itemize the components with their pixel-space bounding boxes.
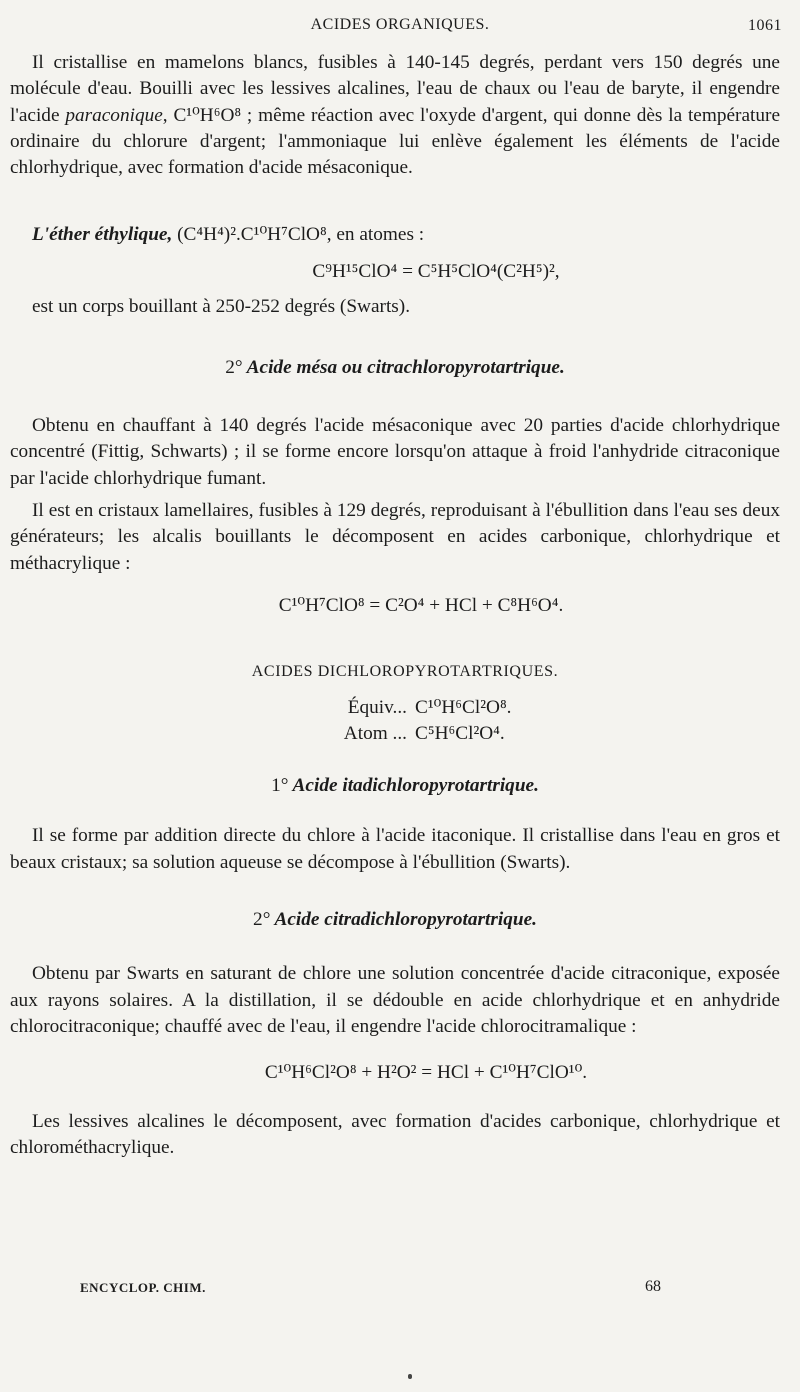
section-title-citradichloro: 2° Acide citradichloropyrotartrique.	[253, 909, 537, 931]
running-title: ACIDES ORGANIQUES.	[310, 16, 490, 33]
page-footer	[80, 1280, 680, 1296]
document-body	[10, 50, 780, 1161]
ether-term: L'éther éthylique,	[32, 224, 173, 245]
equivalent-formulas	[10, 695, 800, 748]
paragraph-1: Il cristallise en mamelons blancs, fusibles à 140-145 degrés, perdant vers 150 degrés une molécule d'eau. Bouilli avec les lessives alcalines, l'eau de chaux ou l'eau de baryte, il engendre l'acide paraconique, C¹⁰H⁶O⁸ ; même réaction avec l'oxyde d'argent, qui donne dès la température ordinaire du chlorure d'argent; l'ammoniaque lui enlève également les éléments de l'acide chlorhydrique, avec formation d'acide mésaconique.	[10, 52, 781, 179]
atom-row: Atom ... C⁵H⁶Cl²O⁴.	[343, 722, 505, 744]
section-title-itadichloro: 1° Acide itadichloropyrotartrique.	[271, 775, 539, 797]
paraconique-term: paraconique	[65, 104, 163, 126]
paragraph-6: Il se forme par addition directe du chlore à l'acide itaconique. Il cristallise dans l'eau en gros et beaux cristaux; sa solution aqueuse se décompose à l'ébullition (Swarts).	[10, 825, 780, 873]
paragraph-3: est un corps bouillant à 250-252 degrés (Swarts).	[32, 295, 411, 317]
formula-ether: C⁹H¹⁵ClO⁴ = C⁵H⁵ClO⁴(C²H⁵)²,	[312, 261, 560, 283]
heading-dichloropyrotartriques: ACIDES DICHLOROPYROTARTRIQUES.	[251, 663, 559, 681]
formula-chlorocitramalique: C¹⁰H⁶Cl²O⁸ + H²O² = HCl + C¹⁰H⁷ClO¹⁰.	[264, 1062, 588, 1084]
paragraph-2: L'éther éthylique, (C⁴H⁴)².C¹⁰H⁷ClO⁸, en atomes :	[32, 224, 425, 245]
paragraph-7: Obtenu par Swarts en saturant de chlore une solution concentrée d'acide citraconique, exposée aux rayons solaires. A la distillation, il se dédouble en acide chlorhydrique et en anhydride chlorocitraconique; chauffé avec de l'eau, il engendre l'acide chlorocitramalique :	[10, 963, 780, 1037]
paragraph-8: Les lessives alcalines le décomposent, avec formation d'acides carbonique, chlorhydrique et chlorométhacrylique.	[10, 1110, 780, 1158]
print-mark	[408, 1374, 412, 1379]
section-title-mesa: 2° Acide mésa ou citrachloropyrotartrique.	[225, 356, 565, 378]
footer-source: ENCYCLOP. CHIM.	[80, 1280, 206, 1295]
paragraph-4: Obtenu en chauffant à 140 degrés l'acide mésaconique avec 20 parties d'acide chlorhydrique concentré (Fittig, Schwarts) ; il se forme encore lorsqu'on attaque à froid l'anhydride citraconique par l'acide chlorhydrique fumant.	[10, 415, 780, 489]
signature-number: 68	[645, 1278, 661, 1295]
equiv-row: Équiv... C¹⁰H⁶Cl²O⁸.	[347, 696, 512, 718]
formula-decomposition: C¹⁰H⁷ClO⁸ = C²O⁴ + HCl + C⁸H⁶O⁴.	[278, 594, 564, 616]
paraconique-formula: C¹⁰H⁶O⁸	[173, 104, 242, 126]
page-header	[0, 14, 800, 38]
page-number: 1061	[748, 17, 782, 34]
paragraph-5: Il est en cristaux lamellaires, fusibles à 129 degrés, reproduisant à l'ébullition dans l'eau ses deux générateurs; les alcalis bouillants le décomposent en acides carbonique, chlorhydrique et méthacrylique :	[10, 500, 780, 574]
